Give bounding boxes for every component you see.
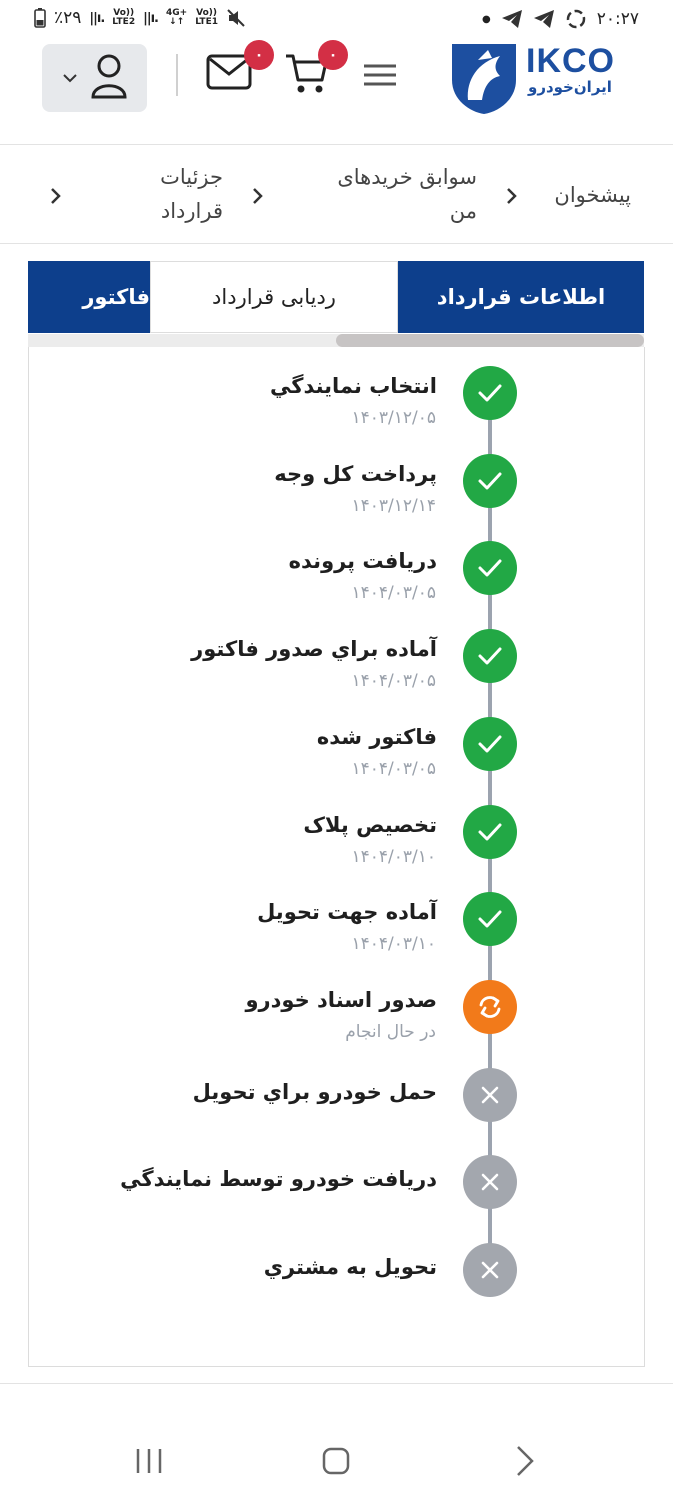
step-title: فاكتور شده bbox=[316, 725, 437, 749]
lte1-indicator bbox=[195, 9, 218, 27]
breadcrumb-label: سوابق خریدهای bbox=[337, 165, 477, 189]
check-icon bbox=[477, 470, 503, 492]
recent-apps-button[interactable] bbox=[134, 1446, 164, 1476]
user-icon bbox=[90, 52, 128, 100]
check-icon bbox=[477, 733, 503, 755]
tab-contract-tracking[interactable]: ردیابی قرارداد bbox=[150, 261, 398, 333]
breadcrumb-item-dashboard[interactable] bbox=[554, 178, 631, 212]
clock: ۲۰:۲۷ bbox=[596, 9, 639, 29]
footer-divider bbox=[0, 1383, 673, 1384]
tracking-card bbox=[28, 347, 645, 1367]
back-button[interactable] bbox=[514, 1444, 536, 1478]
check-icon bbox=[477, 908, 503, 930]
tabs-scrollbar-thumb[interactable] bbox=[336, 334, 644, 347]
status-bar bbox=[0, 0, 673, 40]
status-icon-pending bbox=[463, 1243, 517, 1297]
user-menu-button[interactable] bbox=[42, 44, 147, 112]
step-date: ۱۴۰۴/۰۳/۰۵ bbox=[351, 583, 436, 603]
battery-icon bbox=[34, 8, 46, 28]
close-icon bbox=[480, 1085, 500, 1105]
step-date: ۱۴۰۳/۱۲/۰۵ bbox=[351, 408, 436, 428]
step-title: دریافت خودرو توسط نمايندگي bbox=[120, 1167, 437, 1191]
status-icon-done bbox=[463, 717, 517, 771]
check-icon bbox=[477, 557, 503, 579]
home-button[interactable] bbox=[321, 1446, 351, 1476]
chevron-down-icon bbox=[62, 72, 78, 84]
step-status-text: در حال انجام bbox=[345, 1022, 436, 1042]
telegram-icon bbox=[501, 9, 523, 29]
status-left bbox=[34, 8, 246, 28]
refresh-icon bbox=[476, 993, 504, 1021]
status-icon-done bbox=[463, 541, 517, 595]
mail-badge: ۰ bbox=[244, 40, 274, 70]
status-icon-pending bbox=[463, 1155, 517, 1209]
close-icon bbox=[480, 1260, 500, 1280]
chevron-right-icon bbox=[250, 186, 264, 206]
menu-icon bbox=[362, 60, 398, 90]
status-icon-done bbox=[463, 366, 517, 420]
lte2-indicator bbox=[112, 9, 135, 27]
volte-label: Vo)) bbox=[113, 8, 135, 18]
step-date: ۱۴۰۴/۰۳/۰۵ bbox=[351, 759, 436, 779]
status-icon-done bbox=[463, 454, 517, 508]
lte2-label: LTE2 bbox=[112, 17, 136, 27]
step-title: تحويل به مشتري bbox=[263, 1255, 437, 1279]
breadcrumb-label: قرارداد bbox=[160, 199, 223, 223]
telegram-icon bbox=[533, 9, 555, 29]
status-icon-pending bbox=[463, 1068, 517, 1122]
tab-contract-info[interactable]: اطلاعات قرارداد bbox=[398, 261, 644, 333]
step-title: آماده براي صدور فاكتور bbox=[191, 637, 437, 661]
tab-invoice[interactable] bbox=[28, 261, 150, 333]
check-icon bbox=[477, 645, 503, 667]
status-icon-done bbox=[463, 629, 517, 683]
4g-indicator: 4G+ ↓↑ bbox=[165, 8, 188, 27]
system-nav-bar bbox=[0, 1420, 673, 1500]
cart-button[interactable] bbox=[284, 47, 338, 96]
horse-shield-icon bbox=[448, 40, 520, 116]
breadcrumb-label: جزئیات bbox=[160, 165, 223, 189]
logo-subtext: ایران‌خودرو bbox=[528, 78, 612, 96]
dot-icon: ● bbox=[482, 13, 491, 25]
chevron-right-icon bbox=[48, 186, 62, 206]
4g-label: 4G+ bbox=[165, 8, 188, 18]
sync-app-icon bbox=[565, 8, 587, 30]
step-date: ۱۴۰۴/۰۳/۰۵ bbox=[351, 671, 436, 691]
step-title: آماده جهت تحويل bbox=[257, 900, 437, 924]
breadcrumb-item-contract-details bbox=[160, 160, 223, 228]
step-date: ۱۴۰۳/۱۲/۱۴ bbox=[351, 496, 436, 516]
header-divider bbox=[176, 54, 178, 96]
breadcrumb bbox=[0, 146, 673, 244]
messages-button[interactable] bbox=[206, 47, 264, 96]
step-title: حمل خودرو براي تحويل bbox=[192, 1080, 437, 1104]
step-title: دریافت پرونده bbox=[288, 549, 437, 573]
step-date: ۱۴۰۴/۰۳/۱۰ bbox=[351, 934, 436, 954]
chevron-right-icon bbox=[504, 186, 518, 206]
status-right bbox=[482, 8, 639, 30]
ikco-logo[interactable] bbox=[448, 40, 638, 120]
step-title: انتخاب نمايندگي bbox=[270, 374, 437, 398]
app-header bbox=[0, 40, 673, 145]
check-icon bbox=[477, 382, 503, 404]
lte1-label: LTE1 bbox=[195, 17, 218, 27]
status-icon-done bbox=[463, 805, 517, 859]
battery-level: ٪۲۹ bbox=[54, 8, 82, 28]
close-icon bbox=[480, 1172, 500, 1192]
check-icon bbox=[477, 821, 503, 843]
step-title: صدور اسناد خودرو bbox=[245, 988, 437, 1012]
tab-invoice-label: فاکتور bbox=[82, 285, 150, 309]
hamburger-menu-button[interactable] bbox=[362, 60, 398, 90]
mute-icon bbox=[226, 8, 246, 28]
signal-icon: ||ı. bbox=[143, 10, 158, 26]
logo-text: IKCO bbox=[526, 42, 615, 80]
volte-label: Vo)) bbox=[196, 8, 218, 18]
step-title: پرداخت کل وجه bbox=[274, 462, 437, 486]
breadcrumb-item-purchase-history[interactable] bbox=[337, 160, 477, 228]
step-date: ۱۴۰۴/۰۳/۱۰ bbox=[351, 847, 436, 867]
breadcrumb-label: پیشخوان bbox=[554, 183, 631, 207]
signal-icon: ||ı. bbox=[89, 10, 105, 26]
breadcrumb-label: من bbox=[449, 199, 477, 223]
cart-badge: ۰ bbox=[318, 40, 348, 70]
status-icon-in-progress bbox=[463, 980, 517, 1034]
status-icon-done bbox=[463, 892, 517, 946]
step-title: تخصیص پلاک bbox=[303, 813, 437, 837]
